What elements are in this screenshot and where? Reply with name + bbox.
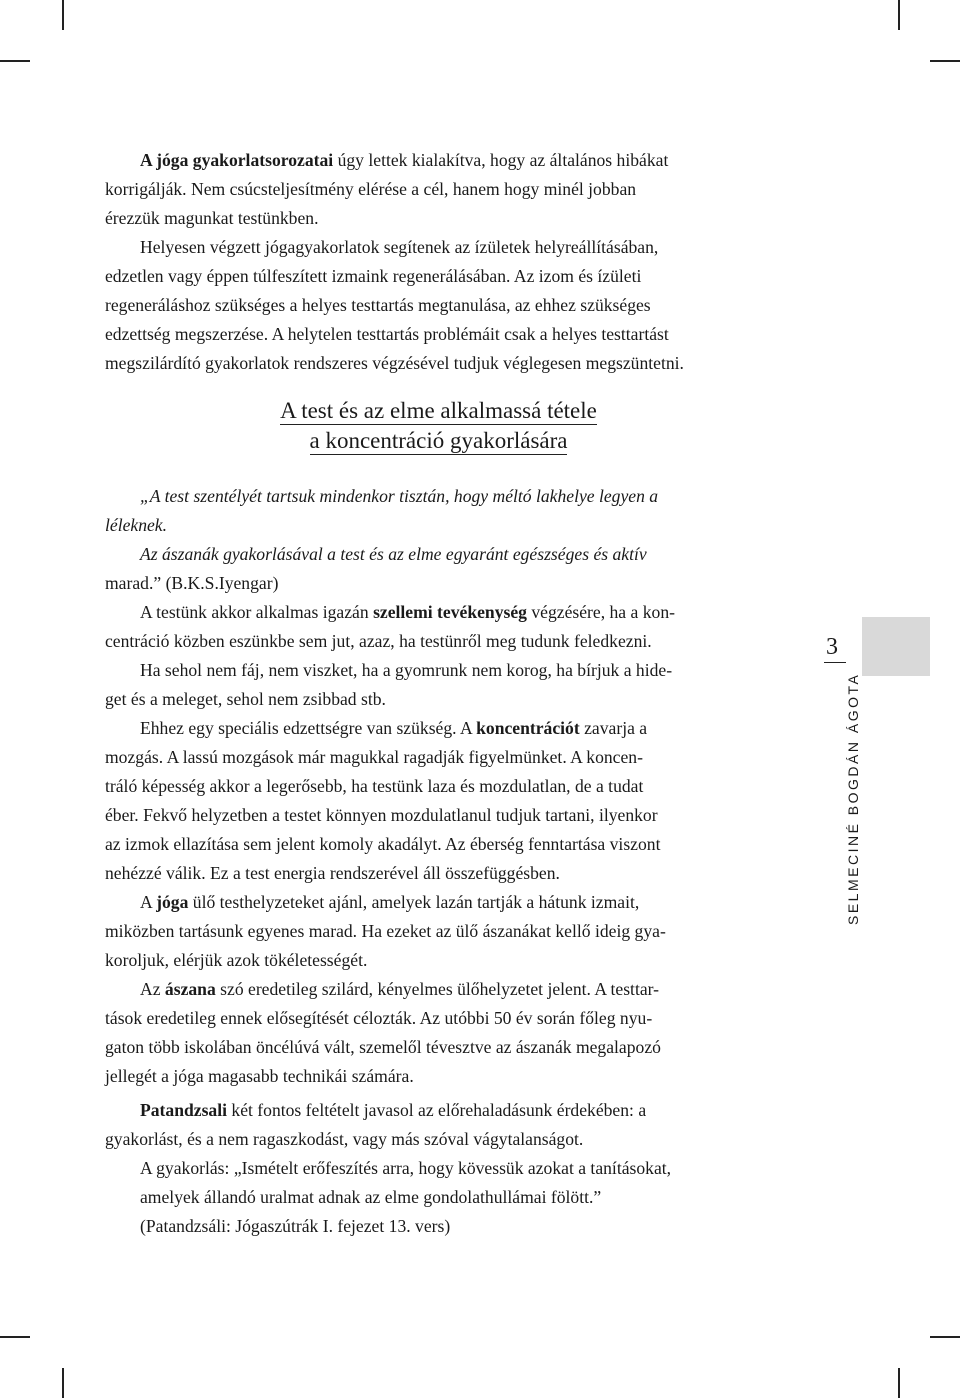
chapter-tab: [862, 617, 930, 676]
crop-mark: [0, 1336, 30, 1338]
text-line: [105, 627, 772, 656]
body-line-6: centráció közben eszünkbe sem jut, azaz, ha testünről meg tudunk feledkezni.: [105, 631, 652, 651]
text-line: [105, 1212, 772, 1241]
text-line: [105, 262, 772, 291]
text-line: [105, 569, 772, 598]
section-heading: [105, 396, 772, 456]
text-line: [105, 511, 772, 540]
intro-line-5: edzetlen vagy éppen túlfeszített izmaink regenerálásában. Az izom és ízületi: [105, 266, 642, 286]
crop-mark: [0, 60, 30, 62]
text-line: [105, 801, 772, 830]
text-line: [105, 598, 772, 627]
intro-line-4: Helyesen végzett jógagyakorlatok segítenek az ízületek helyreállításában,: [140, 237, 659, 257]
text-line: [105, 859, 772, 888]
footer-line-3: A gyakorlás: „Ismételt erőfeszítés arra, hogy kövessük azokat a tanításokat,: [140, 1158, 672, 1178]
author-name: SELMECINÉ BOGDÁN ÁGOTA: [845, 672, 861, 925]
footer-line-5: (Patandzsáli: Jógaszútrák I. fejezet 13. vers): [140, 1216, 451, 1236]
intro-line-3: érezzük magunkat testünkben.: [105, 208, 319, 228]
intro-line-7: edzettség megszerzése. A helytelen testtartás problémáit csak a helyes testtartást: [105, 324, 669, 344]
text-line: [105, 656, 772, 685]
intro-line-6: regeneráláshoz szükséges a helyes testtartás megtanulása, az ehhez szükséges: [105, 295, 651, 315]
intro-line-1: A jóga gyakorlatsorozatai úgy lettek kialakítva, hogy az általános hibákat: [140, 150, 669, 170]
text-line: [105, 772, 772, 801]
text-line: [105, 146, 772, 175]
text-line: [105, 540, 772, 569]
side-divider: [824, 662, 846, 663]
crop-mark: [898, 0, 900, 30]
heading-line-2: a koncentráció gyakorlására: [309, 428, 568, 453]
body-line-15: A jóga ülő testhelyzeteket ajánl, amelyek lazán tartják a hátunk izmait,: [140, 892, 640, 912]
body-line-8: get és a meleget, sehol nem zsibbad stb.: [105, 689, 386, 709]
footer-line-1: Patandzsali két fontos feltételt javasol az előrehaladásunk érdekében: a: [140, 1100, 647, 1120]
crop-mark: [898, 1368, 900, 1398]
text-line: [105, 320, 772, 349]
body-line-19: tások eredetileg ennek elősegítését célozták. Az utóbbi 50 év során főleg nyu-: [105, 1008, 653, 1028]
text-line: [105, 1004, 772, 1033]
text-line: [105, 1096, 772, 1125]
body-line-18: Az ászana szó eredetileg szilárd, kényelmes ülőhelyzetet jelent. A testtar-: [140, 979, 660, 999]
body-line-7: Ha sehol nem fáj, nem viszket, ha a gyomrunk nem korog, ha bírjuk a hide-: [140, 660, 673, 680]
body-line-9: Ehhez egy speciális edzettségre van szükség. A koncentrációt zavarja a: [140, 718, 648, 738]
text-line: [105, 1154, 772, 1183]
body-line-5: A testünk akkor alkalmas igazán szellemi tevékenység végzésére, ha a kon-: [140, 602, 675, 622]
footer-line-2: gyakorlást, és a nem ragaszkodást, vagy más szóval vágytalanságot.: [105, 1129, 584, 1149]
text-line: [105, 233, 772, 262]
text-line: [105, 291, 772, 320]
quote-line-2: léleknek.: [105, 515, 168, 535]
text-line: [105, 204, 772, 233]
body-line-12: éber. Fekvő helyzetben a testet könnyen mozdulatlanul tudjuk tartani, ilyenkor: [105, 805, 658, 825]
quote-line-3: Az ászanák gyakorlásával a test és az elme egyaránt egészséges és aktív: [140, 544, 647, 564]
text-line: [105, 830, 772, 859]
text-line: [105, 1125, 772, 1154]
text-line: [105, 917, 772, 946]
body-line-20: gaton több iskolában öncélúvá vált, szemelől tévesztve az ászanák megalapozó: [105, 1037, 661, 1057]
text-line: [105, 1062, 772, 1091]
body-line-10: mozgás. A lassú mozgások már magukkal ragadják figyelmünket. A koncen-: [105, 747, 643, 767]
text-line: [105, 743, 772, 772]
intro-line-8: megszilárdító gyakorlatok rendszeres végzésével tudjuk véglegesen megszüntetni.: [105, 353, 684, 373]
text-line: [105, 349, 772, 378]
patandzsali-paragraph: [105, 1096, 772, 1241]
text-line: [105, 685, 772, 714]
text-line: [105, 482, 772, 511]
text-line: [105, 714, 772, 743]
body-line-11: tráló képesség akkor a legerősebb, ha testünk laza és mozdulatlan, de a tudat: [105, 776, 644, 796]
text-line: [105, 975, 772, 1004]
intro-paragraph: [105, 146, 772, 378]
body-line-14: nehézzé válik. Ez a test energia rendszerével áll összefüggésben.: [105, 863, 560, 883]
heading-line-1: A test és az elme alkalmassá tétele: [280, 398, 597, 423]
body-line-13: az izmok ellazítása sem jelent komoly akadályt. Az éberség fenntartása viszont: [105, 834, 661, 854]
quote-line-1: „A test szentélyét tartsuk mindenkor tisztán, hogy méltó lakhelye legyen a: [140, 486, 659, 506]
quote-line-4: marad.” (B.K.S.Iyengar): [105, 573, 279, 593]
text-line: [105, 888, 772, 917]
text-line: [105, 1033, 772, 1062]
crop-mark: [930, 1336, 960, 1338]
footer-line-4: amelyek állandó uralmat adnak az elme gondolathullámai fölött.”: [140, 1187, 602, 1207]
text-line: [105, 1183, 772, 1212]
crop-mark: [62, 1368, 64, 1398]
crop-mark: [930, 60, 960, 62]
body-line-21: jellegét a jóga magasabb technikái számára.: [105, 1066, 414, 1086]
body-text: [105, 482, 772, 1091]
crop-mark: [62, 0, 64, 30]
chapter-number: 3: [826, 634, 838, 660]
text-line: [105, 946, 772, 975]
intro-line-2: korrigálják. Nem csúcsteljesítmény elérése a cél, hanem hogy minél jobban: [105, 179, 637, 199]
text-line: [105, 175, 772, 204]
body-line-17: koroljuk, elérjük azok tökéletességét.: [105, 950, 368, 970]
body-line-16: miközben tartásunk egyenes marad. Ha ezeket az ülő ászanákat kellő ideig gya-: [105, 921, 666, 941]
